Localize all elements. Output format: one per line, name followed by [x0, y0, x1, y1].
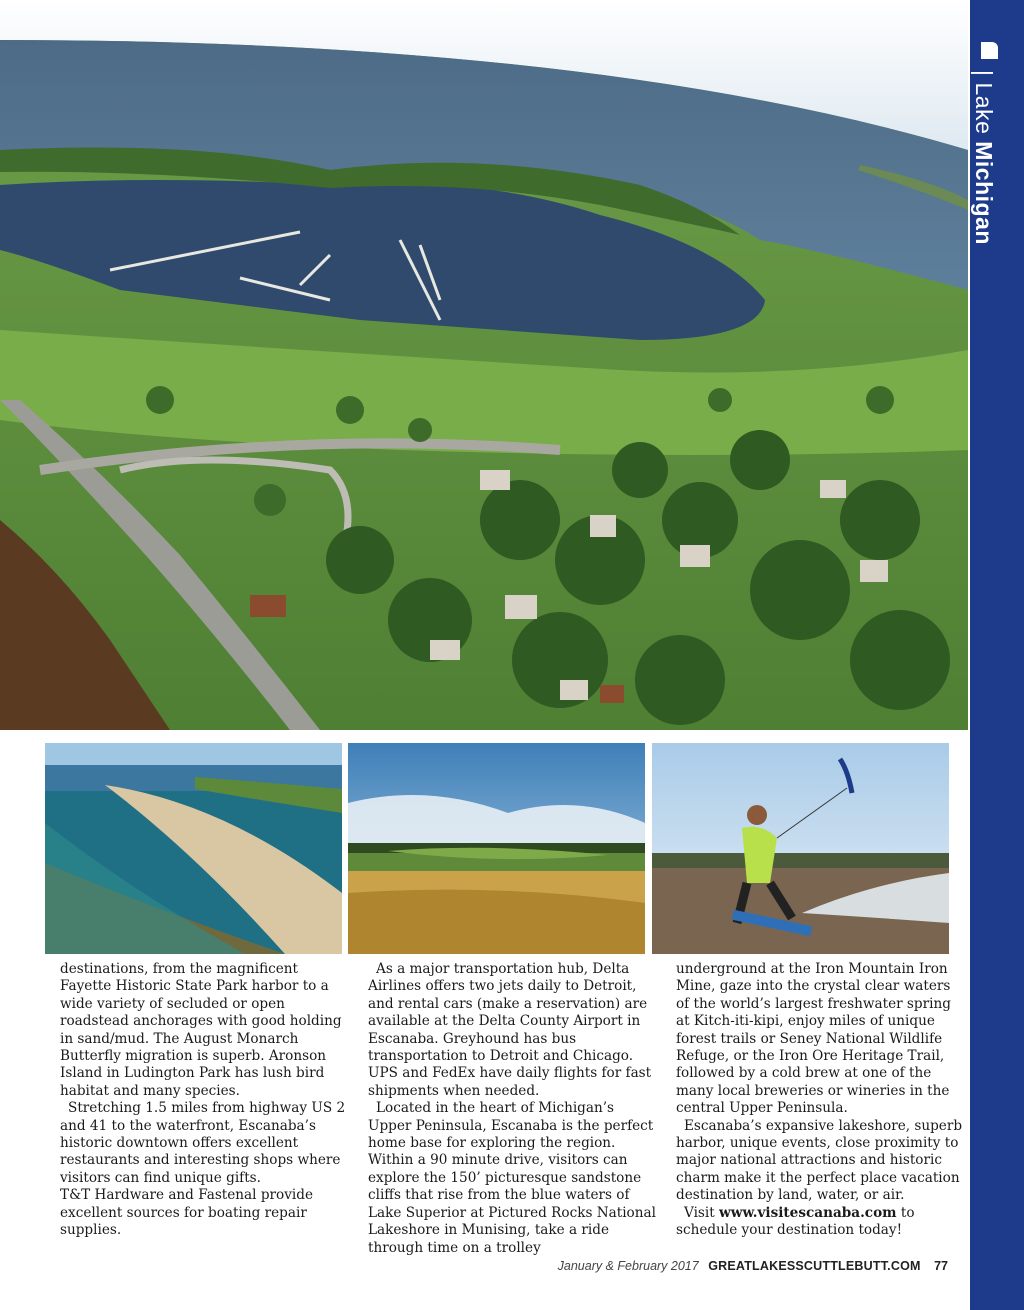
paragraph: Located in the heart of Michigan’s Upper Peninsula, Escanaba is the perfect home base for exploring the region. Within a 90 minute drive, visitors can explore the 150’ picturesque sandstone cliffs that rise from the blue waters of Lake Superior at Pictured Rocks National Lakeshore in Munising, take a ride through time on a trolley [368, 1100, 656, 1256]
paragraph: Stretching 1.5 miles from highway US 2 and 41 to the waterfront, Escanaba’s historic downtown offers excellent restaurants and interesting shops where visitors can find unique gifts. [60, 1100, 346, 1186]
body-column-1 [60, 961, 350, 1240]
body-column-3 [676, 961, 966, 1240]
schedule-text: to schedule your destination today! [676, 1204, 915, 1239]
beach-photo [45, 743, 342, 954]
page-number: 77 [934, 1259, 948, 1273]
page-footer [558, 1259, 948, 1273]
paragraph [676, 1205, 966, 1240]
site-name: GREATLAKESSCUTTLEBUTT.COM [708, 1259, 921, 1273]
section-label [970, 70, 997, 245]
paragraph: As a major transportation hub, Delta Airlines offers two jets daily to Detroit, and rental cars (make a reservation) are available at the Delta County Airport in Escanaba. Greyhound has bus transportation to Detroit and Chicago. UPS and FedEx have daily flights for fast shipments when needed. [368, 961, 652, 1099]
issue-date: January & February 2017 [557, 1259, 699, 1273]
paragraph: underground at the Iron Mountain Iron Mine, gaze into the crystal clear waters of the world’s largest freshwater spring at Kitch-iti-kipi, enjoy miles of unique forest trails or Seney National Wildlife Refuge, or the Iron Ore Heritage Trail, followed by a cold brew at one of the many local breweries or wineries in the central Upper Peninsula. [676, 961, 951, 1117]
paragraph: Escanaba’s expansive lakeshore, superb harbor, unique events, close proximity to major national attractions and historic charm make it the perfect place vacation destination by land, water, or air. [676, 1117, 963, 1204]
paragraph: T&T Hardware and Fastenal provide excellent sources for boating repair supplies. [60, 1187, 313, 1239]
kiteboarder-photo [652, 743, 949, 954]
golf-course-photo [348, 743, 645, 954]
section-divider: | [971, 70, 997, 77]
section-label-michigan: Michigan [971, 141, 997, 245]
body-column-2 [368, 961, 658, 1257]
website-link[interactable]: www.visitescanaba.com [719, 1204, 897, 1221]
section-marker-icon [981, 42, 998, 59]
section-label-lake: Lake [971, 82, 997, 135]
visit-text: Visit [684, 1204, 720, 1221]
paragraph: destinations, from the magnificent Fayette Historic State Park harbor to a wide variety of secluded or open roadstead anchorages with good holding in sand/mud. The August Monarch Butterfly migration is superb. Aronson Island in Ludington Park has lush bird habitat and many species. [60, 961, 342, 1099]
